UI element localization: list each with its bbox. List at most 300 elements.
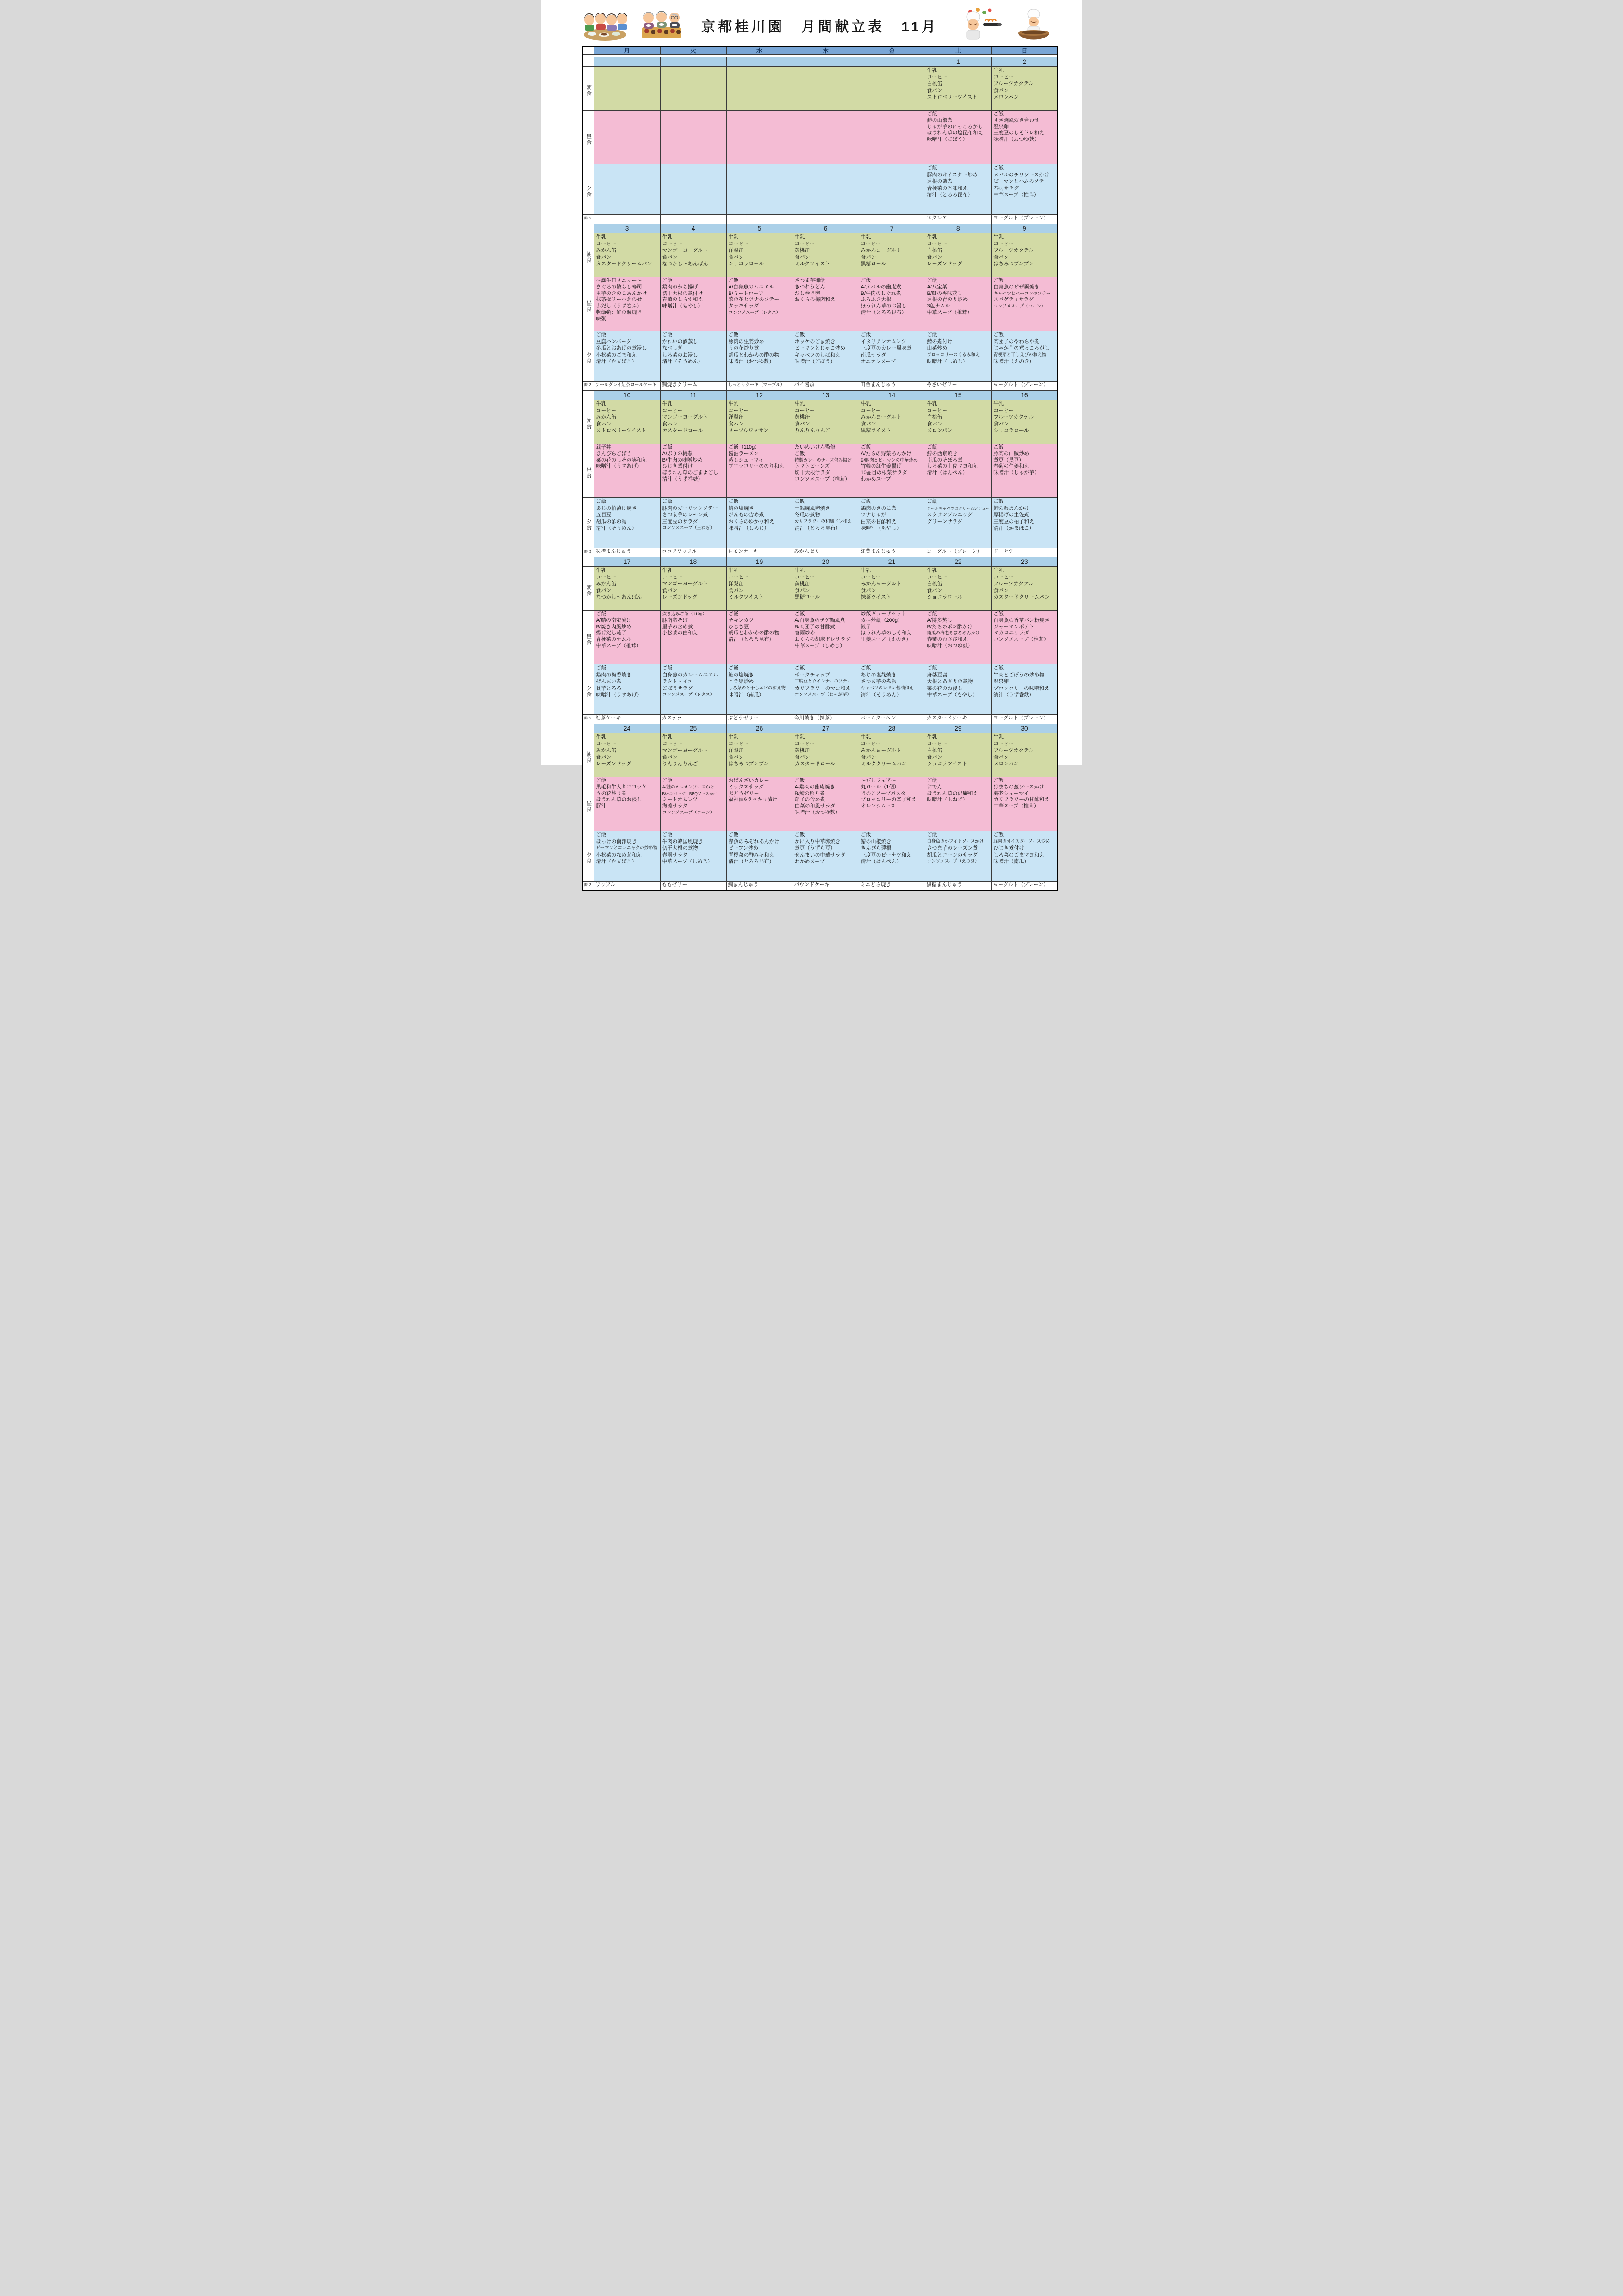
menu-cell bbox=[793, 444, 859, 498]
menu-item: スクランブルエッグ bbox=[927, 512, 973, 518]
menu-cell bbox=[793, 882, 859, 891]
menu-item: ドーナツ bbox=[993, 549, 1013, 554]
menu-cell bbox=[594, 164, 660, 215]
menu-item: 長芋とろろ bbox=[596, 685, 622, 691]
meal-label-cell bbox=[582, 567, 594, 611]
menu-cell bbox=[992, 882, 1058, 891]
menu-cell bbox=[660, 777, 726, 831]
menu-item: 食パン bbox=[993, 588, 1009, 594]
menu-item: コーヒー bbox=[662, 241, 683, 247]
menu-item: 里芋の含め煮 bbox=[662, 624, 693, 630]
menu-cell bbox=[925, 277, 992, 331]
menu-cell bbox=[925, 67, 992, 111]
menu-item: 鶏肉のきのこ煮 bbox=[861, 505, 897, 511]
menu-item: B/ハンバーグ BBQソースかけ bbox=[662, 791, 717, 796]
chef-with-bowl-illustration bbox=[1014, 7, 1055, 44]
menu-cell bbox=[594, 382, 660, 391]
menu-item: ご飯 bbox=[662, 832, 673, 838]
menu-item: 牛乳 bbox=[596, 234, 606, 240]
menu-item: コーヒー bbox=[861, 574, 881, 580]
menu-item: コンソメスープ（レタス） bbox=[662, 692, 714, 698]
menu-item: なつかし～あんぱん bbox=[662, 261, 708, 267]
menu-cell bbox=[594, 777, 660, 831]
menu-item: ほうれん草のごまよごし bbox=[662, 470, 718, 476]
menu-item: A/白身魚のムニエル bbox=[728, 284, 774, 290]
menu-item: レーズンドッグ bbox=[662, 594, 698, 601]
menu-cell bbox=[594, 215, 660, 224]
menu-item: ご飯 bbox=[927, 444, 937, 450]
menu-cell bbox=[726, 777, 793, 831]
menu-item: 牛乳 bbox=[794, 401, 805, 407]
menu-item: B/牛肉のしぐれ煮 bbox=[861, 290, 901, 296]
menu-cell bbox=[859, 111, 925, 164]
meal-label-cell bbox=[582, 498, 594, 548]
menu-item: 白桃缶 bbox=[927, 414, 943, 420]
menu-item: ミルクツイスト bbox=[794, 261, 830, 267]
menu-cell bbox=[660, 733, 726, 777]
menu-item: 海藻サラダ bbox=[662, 803, 688, 809]
menu-item: 清汁（とろろ昆布） bbox=[861, 309, 907, 315]
snack-row bbox=[582, 548, 1058, 557]
menu-item: 豆腐ハンバーグ bbox=[596, 338, 631, 344]
menu-cell bbox=[859, 548, 925, 557]
menu-cell bbox=[726, 164, 793, 215]
menu-item: コンソメスープ（椎茸） bbox=[794, 476, 850, 482]
menu-item: ヨーグルト（プレーン） bbox=[993, 882, 1049, 888]
menu-item: 食パン bbox=[662, 588, 678, 594]
menu-item: 海老シューマイ bbox=[993, 790, 1029, 796]
menu-item: ご飯 bbox=[993, 278, 1004, 283]
menu-item: 牛乳 bbox=[662, 401, 673, 407]
menu-cell bbox=[594, 733, 660, 777]
menu-item: 親子丼 bbox=[596, 444, 612, 450]
menu-item: 3色ナムル bbox=[927, 303, 950, 309]
menu-item: 牛乳 bbox=[662, 734, 673, 740]
menu-item: 食パン bbox=[861, 588, 876, 594]
menu-item: パイ饅頭 bbox=[794, 382, 815, 388]
menu-item: 食パン bbox=[596, 254, 612, 260]
menu-cell bbox=[992, 400, 1058, 444]
menu-item: フルーツカクテル bbox=[993, 748, 1034, 754]
menu-cell bbox=[992, 233, 1058, 277]
menu-item: コーヒー bbox=[861, 407, 881, 413]
menu-item: 中華スープ（しめじ） bbox=[662, 859, 713, 865]
menu-item: 黄桃缶 bbox=[794, 414, 810, 420]
menu-item: ご飯 bbox=[662, 278, 673, 283]
menu-item: フルーツカクテル bbox=[993, 414, 1034, 420]
menu-item: きつねうどん bbox=[794, 284, 825, 290]
menu-item: 味噌汁（玉ねぎ） bbox=[927, 797, 968, 803]
menu-cell bbox=[793, 164, 859, 215]
menu-cell bbox=[859, 67, 925, 111]
meal-label-cell bbox=[582, 733, 594, 777]
menu-cell bbox=[726, 111, 793, 164]
menu-item: 竹輪の紅生姜揚げ bbox=[861, 463, 902, 469]
menu-item: ロールキャベツのクリームシチュー bbox=[927, 506, 990, 511]
menu-item: A/鮭のオニオンソースかけ bbox=[662, 784, 715, 790]
menu-item: ほうれん草のお浸し bbox=[861, 303, 907, 309]
menu-item: 牛乳 bbox=[927, 568, 937, 573]
date-cell: 23 bbox=[992, 557, 1058, 567]
menu-cell bbox=[859, 444, 925, 498]
menu-item: ご飯 bbox=[794, 499, 805, 504]
menu-cell bbox=[925, 498, 992, 548]
menu-item: メロンパン bbox=[993, 94, 1019, 100]
menu-cell bbox=[726, 233, 793, 277]
menu-item: 洋梨缶 bbox=[728, 581, 744, 587]
date-label-cell bbox=[582, 391, 594, 400]
menu-cell bbox=[726, 715, 793, 724]
menu-cell bbox=[726, 444, 793, 498]
menu-item: 牛肉の韓国風焼き bbox=[662, 838, 703, 845]
menu-item: 鰆の西京焼き bbox=[927, 450, 958, 457]
menu-item: コンソメスープ（椎茸） bbox=[993, 637, 1049, 643]
menu-item: ワッフル bbox=[595, 882, 616, 888]
weekday-header: 日 bbox=[992, 47, 1058, 55]
date-label-cell bbox=[582, 557, 594, 567]
date-cell: 19 bbox=[726, 557, 793, 567]
menu-item: 青梗菜と干しえびの和え物 bbox=[993, 352, 1047, 357]
menu-item: ご飯 bbox=[927, 165, 937, 171]
menu-item: コーヒー bbox=[596, 407, 617, 413]
meal-label: 昼食 bbox=[586, 800, 592, 813]
menu-item: 味噌汁（うすあげ） bbox=[596, 692, 642, 698]
date-cell: 1 bbox=[925, 57, 992, 67]
meal-label-cell bbox=[582, 777, 594, 831]
menu-cell bbox=[925, 664, 992, 715]
menu-item: 清汁（とろろ昆布） bbox=[794, 526, 841, 532]
menu-item: ご飯 bbox=[927, 832, 937, 838]
menu-item: ご飯 bbox=[861, 499, 871, 504]
menu-item: 厚揚げの土佐煮 bbox=[993, 512, 1030, 518]
menu-item: みかんヨーグルト bbox=[861, 748, 902, 754]
menu-item: ご飯 bbox=[861, 665, 871, 671]
menu-item: しろ菜のごまマヨ和え bbox=[993, 852, 1045, 858]
menu-item: グリーンサラダ bbox=[927, 519, 963, 525]
menu-item: アールグレイ紅茶ロールケーキ bbox=[595, 382, 656, 388]
menu-item: コーヒー bbox=[728, 241, 749, 247]
menu-item: ヨーグルト（プレーン） bbox=[993, 715, 1049, 721]
menu-item: B/肉団子の甘酢煮 bbox=[794, 624, 835, 630]
menu-item: 白桃缶 bbox=[927, 81, 943, 87]
menu-cell bbox=[793, 777, 859, 831]
breakfast-row bbox=[582, 67, 1058, 111]
menu-item: わかめスープ bbox=[861, 476, 891, 482]
menu-item: 味噌汁（おつゆ麩） bbox=[794, 809, 841, 815]
menu-item: ご飯 bbox=[662, 444, 673, 450]
elderly-people-eating-illustration bbox=[640, 8, 683, 44]
menu-item: 三度豆のサラダ bbox=[662, 519, 698, 525]
menu-item: 餃子 bbox=[861, 624, 871, 630]
menu-item: 蓮根の磯煮 bbox=[927, 179, 953, 185]
menu-item: はちみつブンブン bbox=[993, 261, 1034, 267]
menu-item: 食パン bbox=[728, 421, 744, 427]
menu-item: 田舎まんじゅう bbox=[860, 382, 896, 388]
menu-item: きんぴらごぼう bbox=[596, 450, 632, 457]
date-row bbox=[582, 391, 1058, 400]
menu-item: コーヒー bbox=[993, 741, 1014, 747]
menu-item: B/鯖の照り煮 bbox=[794, 790, 825, 796]
menu-item: ヨーグルト（プレーン） bbox=[993, 215, 1049, 221]
menu-item: 牛肉とごぼうの炒め物 bbox=[993, 672, 1045, 678]
menu-item: 食パン bbox=[927, 588, 943, 594]
menu-item: B/豚肉とピーマンの中華炒め bbox=[861, 457, 918, 463]
menu-item: 牛乳 bbox=[728, 734, 739, 740]
menu-item: ひじき煮付け bbox=[662, 463, 693, 469]
menu-cell bbox=[925, 882, 992, 891]
menu-item: 紅葉まんじゅう bbox=[860, 549, 896, 554]
menu-item: ご飯 bbox=[993, 165, 1004, 171]
menu-item: 清汁（とろろ昆布） bbox=[927, 192, 973, 198]
menu-item: コーヒー bbox=[927, 741, 948, 747]
page-title: 京都桂川園 月間献立表 11月 bbox=[701, 19, 938, 35]
menu-item: 胡瓜の酢の物 bbox=[596, 519, 627, 525]
menu-item: ご飯 bbox=[927, 332, 937, 338]
menu-item: ご飯 bbox=[993, 499, 1004, 504]
menu-item: 豚肉の生姜炒め bbox=[728, 338, 764, 344]
menu-item: きんぴら蓮根 bbox=[861, 845, 892, 851]
menu-item: 清汁（はんぺん） bbox=[861, 859, 902, 865]
menu-cell bbox=[793, 715, 859, 724]
menu-item: 味噌汁（おつゆ麩） bbox=[927, 643, 973, 649]
menu-item: ふろふき大根 bbox=[861, 297, 892, 303]
menu-item: 洋梨缶 bbox=[728, 248, 744, 254]
menu-item: ぶどうゼリー bbox=[728, 715, 759, 721]
lunch-row bbox=[582, 277, 1058, 331]
menu-item: B/たらのポン酢かけ bbox=[927, 624, 973, 630]
menu-cell bbox=[660, 400, 726, 444]
menu-cell bbox=[859, 777, 925, 831]
menu-item: 食パン bbox=[927, 254, 943, 260]
weekday-header: 火 bbox=[660, 47, 726, 55]
meal-label: 朝食 bbox=[586, 585, 592, 597]
meal-label: 夕食 bbox=[586, 852, 592, 864]
menu-item: ～誕生日メニュー～ bbox=[596, 278, 642, 283]
menu-cell bbox=[660, 715, 726, 724]
menu-item: 食パン bbox=[993, 754, 1009, 760]
menu-item: 鰆の山椒焼き bbox=[861, 838, 892, 845]
date-cell bbox=[660, 57, 726, 67]
menu-item: 牛乳 bbox=[927, 234, 937, 240]
menu-item: チキンカツ bbox=[728, 617, 754, 623]
menu-item: なつかし～あんぱん bbox=[596, 594, 642, 601]
menu-item: コーヒー bbox=[927, 74, 948, 80]
menu-item: 温泉卵 bbox=[993, 679, 1009, 685]
meal-label: 昼食 bbox=[586, 133, 592, 146]
menu-cell bbox=[793, 733, 859, 777]
menu-item: ブロッコリーののり和え bbox=[728, 463, 785, 469]
meal-label: 昼食 bbox=[586, 633, 592, 646]
menu-item: さつま芋の煮物 bbox=[861, 679, 897, 685]
menu-cell bbox=[992, 277, 1058, 331]
lunch-row bbox=[582, 111, 1058, 164]
menu-item: 茄子の含め煮 bbox=[794, 797, 825, 803]
calendar bbox=[541, 44, 1082, 891]
menu-item: 清汁（そうめん） bbox=[662, 359, 703, 365]
meal-label: 夕食 bbox=[586, 519, 592, 531]
menu-cell bbox=[992, 164, 1058, 215]
menu-item: りんりんりんご bbox=[662, 761, 698, 767]
menu-item: 春雨サラダ bbox=[662, 852, 688, 858]
menu-item: コーヒー bbox=[662, 407, 683, 413]
menu-item: 味噌汁（じゃが芋） bbox=[993, 470, 1040, 476]
menu-item: ご飯 bbox=[662, 499, 673, 504]
menu-item: マカロニサラダ bbox=[993, 630, 1029, 636]
menu-item: カステラ bbox=[662, 715, 682, 721]
menu-item: 三度豆のピーナツ和え bbox=[861, 852, 911, 858]
menu-item: 抹茶ゼリー小倉のせ bbox=[596, 297, 642, 303]
menu-cell bbox=[726, 831, 793, 882]
menu-item: カスタードロール bbox=[662, 428, 703, 434]
dinner-row bbox=[582, 831, 1058, 882]
date-label-cell bbox=[582, 724, 594, 733]
menu-item: ご飯 bbox=[993, 444, 1004, 450]
weekday-header: 月 bbox=[594, 47, 660, 55]
menu-item: おくらのゆかり和え bbox=[728, 519, 774, 525]
menu-item: はまちの葱ソースかけ bbox=[993, 784, 1044, 790]
menu-item: ミートオムレツ bbox=[662, 797, 698, 803]
meal-label-cell bbox=[582, 400, 594, 444]
menu-item: コーヒー bbox=[728, 741, 749, 747]
menu-item: 味噌汁（うすあげ） bbox=[596, 463, 642, 469]
menu-cell bbox=[992, 215, 1058, 224]
weekday-header: 水 bbox=[726, 47, 793, 55]
dinner-row bbox=[582, 498, 1058, 548]
menu-cell bbox=[925, 733, 992, 777]
menu-item: ご飯（110g） bbox=[728, 444, 760, 450]
menu-item: ミルクツイスト bbox=[728, 594, 764, 601]
menu-item: コーヒー bbox=[993, 407, 1014, 413]
menu-item: 小松菜の白和え bbox=[662, 630, 698, 636]
menu-item: コーヒー bbox=[927, 407, 948, 413]
menu-item: あじの塩麹焼き bbox=[861, 672, 897, 678]
menu-item: ご飯 bbox=[861, 832, 871, 838]
menu-item: 清汁（とろろ昆布） bbox=[728, 859, 774, 865]
date-row bbox=[582, 557, 1058, 567]
menu-item: 清汁（そうめん） bbox=[861, 692, 902, 698]
menu-item: コーヒー bbox=[728, 407, 749, 413]
menu-item: 三度豆とウインナーのソテー bbox=[794, 679, 852, 684]
menu-cell bbox=[859, 831, 925, 882]
menu-item: ご飯 bbox=[794, 611, 805, 617]
menu-item: 白身魚のホワイトソースかけ bbox=[927, 838, 984, 844]
menu-item: ご飯 bbox=[861, 278, 871, 283]
menu-cell bbox=[992, 733, 1058, 777]
menu-item: フルーツカクテル bbox=[993, 248, 1034, 254]
menu-item: 一銭焼風卵焼き bbox=[794, 505, 830, 511]
menu-cell bbox=[859, 882, 925, 891]
weekday-header: 金 bbox=[859, 47, 925, 55]
menu-item: 豚肉のガーリックソテー bbox=[662, 505, 718, 511]
menu-item: ジャーマンポテト bbox=[993, 624, 1034, 630]
menu-item: ホッケのごま焼き bbox=[794, 338, 836, 344]
menu-item: ご飯 bbox=[662, 332, 673, 338]
menu-item: ミルククリームパン bbox=[861, 761, 907, 767]
date-cell: 17 bbox=[594, 557, 660, 567]
menu-item: 鯛まんじゅう bbox=[728, 882, 759, 888]
menu-cell bbox=[793, 67, 859, 111]
menu-item: 軟飯粥：鮭の照焼き bbox=[596, 309, 642, 315]
menu-cell bbox=[594, 111, 660, 164]
menu-item: ご飯 bbox=[728, 332, 739, 338]
menu-item: 味噌汁（もやし） bbox=[662, 303, 703, 309]
menu-item: 切干大根の煮物 bbox=[662, 845, 698, 851]
menu-cell bbox=[992, 777, 1058, 831]
menu-item: 牛乳 bbox=[861, 234, 871, 240]
menu-item: マンゴーヨーグルト bbox=[662, 248, 708, 254]
menu-item: ショコラツイスト bbox=[927, 761, 968, 767]
menu-item: 鮭の銀あんかけ bbox=[993, 505, 1030, 511]
menu-cell bbox=[660, 664, 726, 715]
menu-item: 10品目の根菜サラダ bbox=[861, 470, 907, 476]
menu-item: 牛乳 bbox=[927, 401, 937, 407]
menu-cell bbox=[925, 164, 992, 215]
date-cell: 4 bbox=[660, 224, 726, 233]
menu-cell bbox=[859, 733, 925, 777]
meal-label: 昼食 bbox=[586, 467, 592, 479]
menu-item: おでん bbox=[927, 784, 943, 790]
menu-item: 白桃缶 bbox=[927, 248, 943, 254]
meal-label-cell bbox=[582, 831, 594, 882]
menu-item: 丸ロール（1個） bbox=[861, 784, 899, 790]
menu-item: ニラ卵炒め bbox=[728, 679, 754, 685]
menu-cell bbox=[793, 215, 859, 224]
menu-item: カスタードロール bbox=[794, 761, 836, 767]
menu-item: みかんヨーグルト bbox=[861, 414, 902, 420]
weekday-header: 土 bbox=[925, 47, 992, 55]
menu-item: がんもの含め煮 bbox=[728, 512, 764, 518]
date-row bbox=[582, 57, 1058, 67]
menu-item: 里芋のきのこあんかけ bbox=[596, 290, 647, 296]
menu-cell bbox=[859, 215, 925, 224]
menu-cell bbox=[726, 382, 793, 391]
menu-item: 牛乳 bbox=[728, 234, 739, 240]
menu-item: ご飯 bbox=[993, 665, 1004, 671]
menu-cell bbox=[660, 233, 726, 277]
date-cell: 9 bbox=[992, 224, 1058, 233]
menu-item: マンゴーヨーグルト bbox=[662, 414, 708, 420]
menu-item: 冬瓜とおあげの煮浸し bbox=[596, 345, 647, 351]
menu-item: ポークチャップ bbox=[794, 672, 830, 678]
menu-item: たいめいけん監修 bbox=[794, 444, 836, 450]
menu-item: ミックスサラダ bbox=[728, 784, 764, 790]
menu-item: ご飯 bbox=[927, 278, 937, 283]
menu-cell bbox=[859, 331, 925, 382]
menu-item: しろ菜のお浸し bbox=[662, 352, 698, 358]
menu-item: ～だしフェア～ bbox=[861, 778, 896, 783]
menu-item: 豚汁 bbox=[596, 803, 606, 809]
menu-item: ご飯 bbox=[927, 111, 937, 117]
menu-item: ショコラロール bbox=[728, 261, 764, 267]
menu-item: メバルのチリソースかけ bbox=[993, 172, 1049, 178]
menu-cell bbox=[726, 733, 793, 777]
menu-item: 食パン bbox=[728, 754, 744, 760]
menu-item: カリフラワーの甘酢和え bbox=[993, 797, 1050, 803]
date-cell: 13 bbox=[793, 391, 859, 400]
menu-item: じゃが芋の煮っころがし bbox=[993, 345, 1050, 351]
menu-item: 味噌汁（ごぼう） bbox=[794, 359, 836, 365]
menu-item: 食パン bbox=[927, 421, 943, 427]
menu-item: 牛乳 bbox=[927, 68, 937, 73]
menu-item: コンソメスープ（えのき） bbox=[927, 859, 980, 864]
menu-item: キャベツとベーコンのソテー bbox=[993, 291, 1051, 296]
menu-cell bbox=[660, 831, 726, 882]
menu-item: 中華スープ（椎茸） bbox=[993, 803, 1039, 809]
menu-cell bbox=[925, 233, 992, 277]
date-cell: 8 bbox=[925, 224, 992, 233]
menu-item: A/ぶりの梅煮 bbox=[662, 450, 693, 457]
menu-item: 黒毛和牛入りコロッケ bbox=[596, 784, 647, 790]
